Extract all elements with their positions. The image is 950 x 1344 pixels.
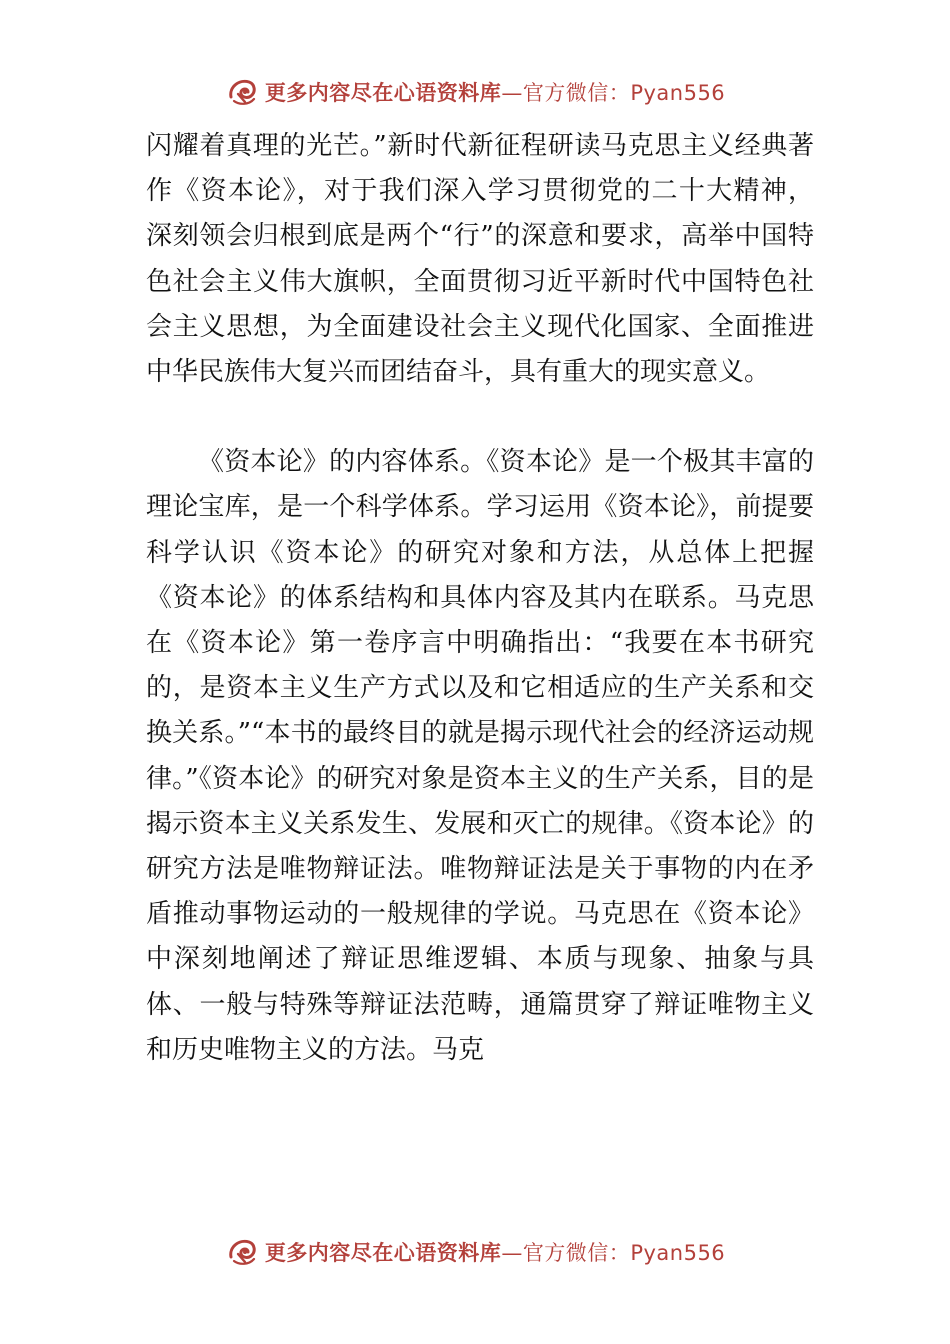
paragraph-1: 闪耀着真理的光芒。”新时代新征程研读马克思主义经典著作《资本论》，对于我们深入学习贯彻党的二十大精神， 深刻领会归根到底是两个“行”的深意和要求，高举中国特色社会主义伟大旗帜，全面贯彻习近平新时代中国特色社会主义思想，为全面建设社会主义现代化国家、全面推进中华民族伟大复兴而团结奋斗，具有重大的现实意义。	[146, 131, 814, 388]
brush-swirl-logo-icon	[225, 1235, 259, 1269]
header-watermark-dash: —	[501, 81, 523, 105]
paragraph-2: 《资本论》的内容体系。《资本论》是一个极其丰富的理论宝库，是一个科学体系。学习运用《资本论》，前提要科学认识《资本论》的研究对象和方法，从总体上把握《资本论》的体系结构和具体内容及其内在联系。马克思在《资本论》第一卷序言中明确指出：“我要在本书研究的，是资本主义生产方式以及和它相适应的生产关系和交换关系。”“本书的最终目的就是揭示现代社会的经济运动规律。”《资本论》的研究对象是资本主义的生产关系，目的是揭示资本主义关系发生、发展和灭亡的规律。《资本论》的研究方法是唯物辩证法。唯物辩证法是关于事物的内在矛盾推动事物运动的一般规律的学说。马克思在《资本论》中深刻地阐述了辩证思维逻辑、本质与现象、抽象与具体、一般与特殊等辩证法范畴，通篇贯穿了辩证唯物主义和历史唯物主义的方法。马克	[146, 447, 814, 1065]
header-watermark-label: 官方微信：	[522, 81, 631, 105]
footer-watermark-wechat-id: Pyan556	[630, 1241, 726, 1265]
footer-watermark-text	[265, 1237, 725, 1267]
header-watermark-text	[265, 77, 725, 107]
footer-watermark	[0, 1232, 950, 1272]
brush-swirl-logo-icon	[225, 75, 259, 109]
footer-watermark-dash: —	[501, 1241, 523, 1265]
header-watermark-site: 更多内容尽在心语资料库	[264, 81, 502, 105]
header-watermark	[0, 72, 950, 112]
footer-watermark-site: 更多内容尽在心语资料库	[264, 1241, 502, 1265]
header-watermark-wechat-id: Pyan556	[630, 81, 726, 105]
footer-watermark-label: 官方微信：	[522, 1241, 631, 1265]
document-body	[146, 124, 814, 1073]
